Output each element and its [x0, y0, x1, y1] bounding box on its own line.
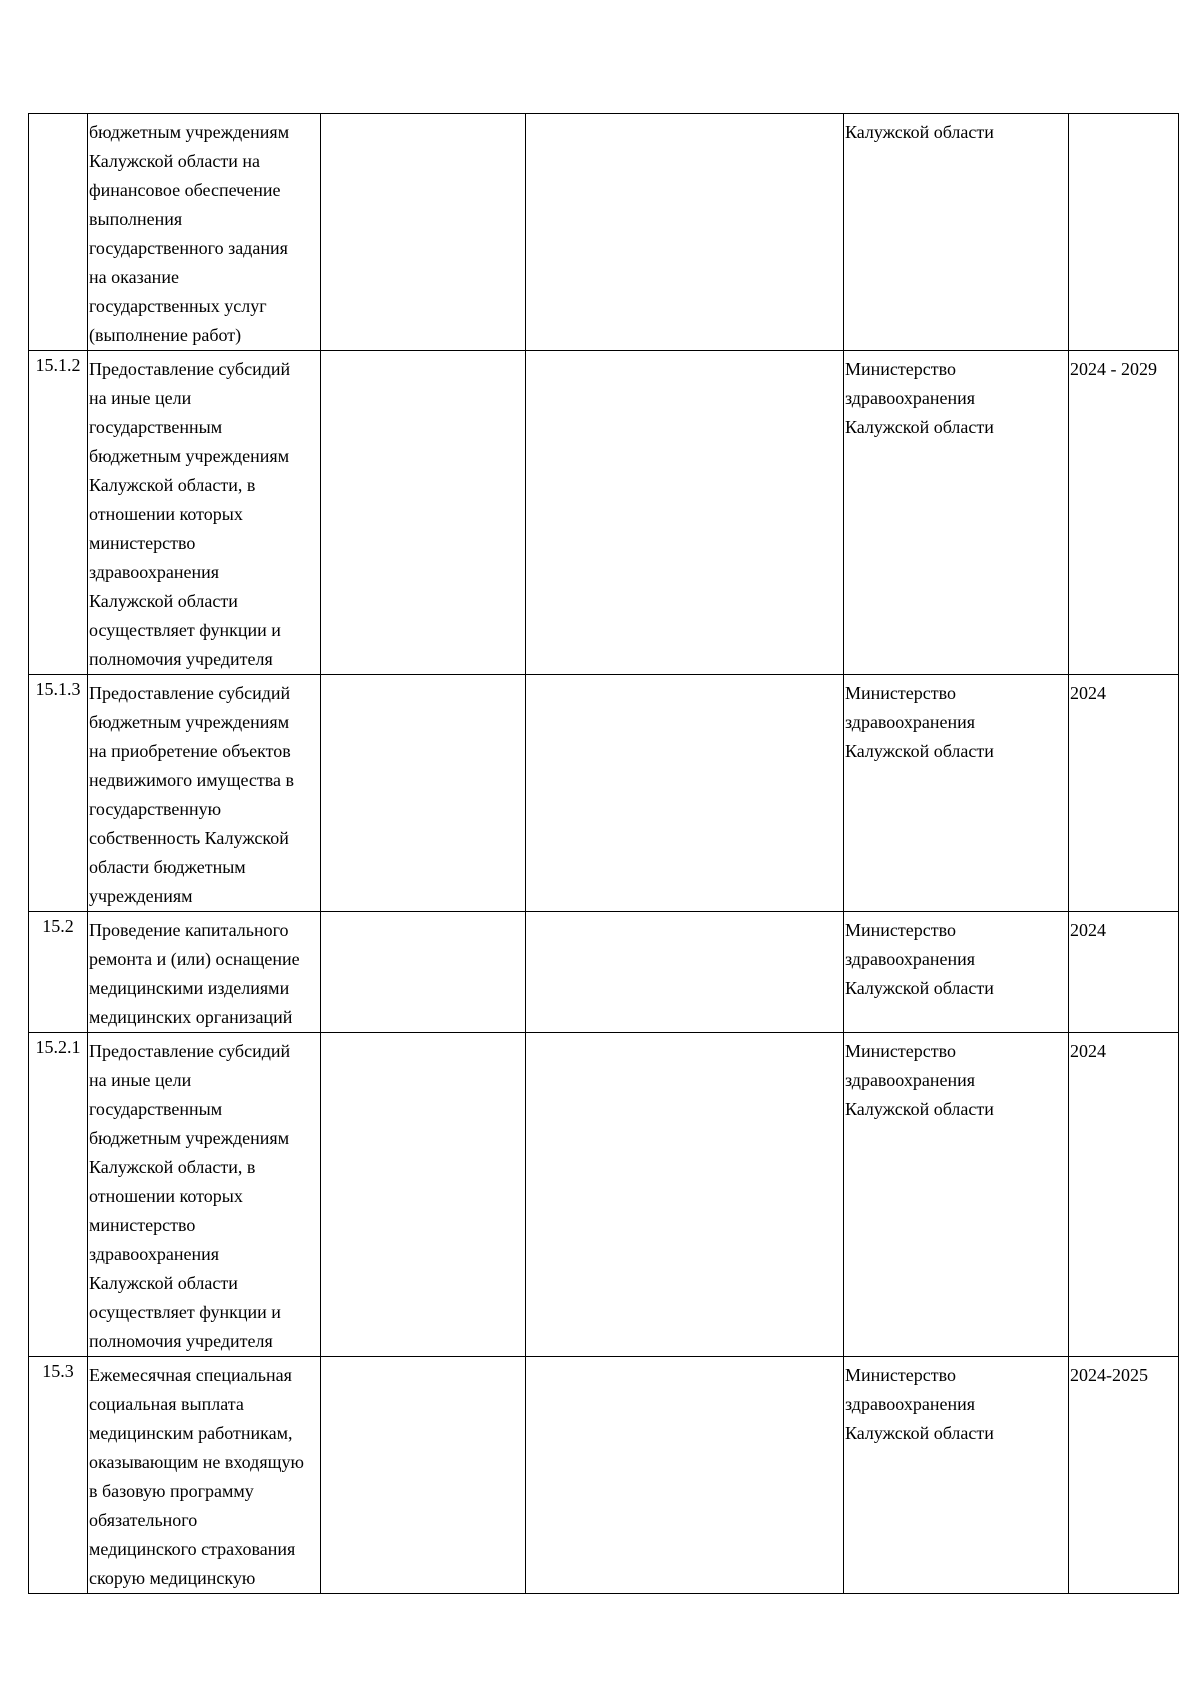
table-row	[29, 675, 1179, 912]
row-number-cell	[29, 1033, 88, 1357]
row-number: 15.1.3	[35, 679, 81, 699]
row-number: 15.1.2	[35, 355, 81, 375]
empty-cell-3	[321, 351, 526, 675]
empty-cell-3	[321, 675, 526, 912]
row-number-cell	[29, 1357, 88, 1594]
measure-name-cell: Проведение капитального ремонта и (или) оснащение медицинскими изделиями медицинских организаций	[88, 912, 321, 1033]
measure-name-cell: бюджетным учреждениям Калужской области на финансовое обеспечение выполнения государственного задания на оказание государственных услуг (выполнение работ)	[88, 114, 321, 351]
row-number: 15.3	[42, 1361, 74, 1381]
empty-cell-3	[321, 912, 526, 1033]
empty-cell-3	[321, 114, 526, 351]
responsible-cell: Министерство здравоохранения Калужской области	[844, 351, 1069, 675]
row-number: 15.2	[42, 916, 74, 936]
measures-table	[28, 113, 1179, 1594]
responsible-cell: Калужской области	[844, 114, 1069, 351]
row-number: 15.2.1	[35, 1037, 81, 1057]
table-row	[29, 912, 1179, 1033]
responsible-cell: Министерство здравоохранения Калужской области	[844, 1357, 1069, 1594]
empty-cell-4	[526, 1357, 844, 1594]
responsible-cell: Министерство здравоохранения Калужской области	[844, 1033, 1069, 1357]
empty-cell-3	[321, 1357, 526, 1594]
row-number-cell	[29, 912, 88, 1033]
term-cell: 2024	[1069, 912, 1179, 1033]
row-number-cell	[29, 114, 88, 351]
table-row	[29, 1357, 1179, 1594]
measure-name-cell: Предоставление субсидий бюджетным учреждениям на приобретение объектов недвижимого имущества в государственную собственность Калужской области бюджетным учреждениям	[88, 675, 321, 912]
measure-name-cell: Предоставление субсидий на иные цели государственным бюджетным учреждениям Калужской области, в отношении которых министерство здравоохранения Калужской области осуществляет функции и полномочия учредителя	[88, 1033, 321, 1357]
row-number-cell	[29, 351, 88, 675]
empty-cell-4	[526, 114, 844, 351]
responsible-cell: Министерство здравоохранения Калужской области	[844, 675, 1069, 912]
term-cell: 2024	[1069, 1033, 1179, 1357]
term-cell	[1069, 114, 1179, 351]
empty-cell-4	[526, 1033, 844, 1357]
empty-cell-3	[321, 1033, 526, 1357]
empty-cell-4	[526, 351, 844, 675]
table-row	[29, 114, 1179, 351]
empty-cell-4	[526, 912, 844, 1033]
table-row	[29, 351, 1179, 675]
term-cell: 2024 - 2029	[1069, 351, 1179, 675]
row-number-cell	[29, 675, 88, 912]
responsible-cell: Министерство здравоохранения Калужской области	[844, 912, 1069, 1033]
term-cell: 2024	[1069, 675, 1179, 912]
measure-name-cell: Предоставление субсидий на иные цели государственным бюджетным учреждениям Калужской области, в отношении которых министерство здравоохранения Калужской области осуществляет функции и полномочия учредителя	[88, 351, 321, 675]
term-cell: 2024-2025	[1069, 1357, 1179, 1594]
empty-cell-4	[526, 675, 844, 912]
measure-name-cell: Ежемесячная специальная социальная выплата медицинским работникам, оказывающим не входящую в базовую программу обязательного медицинского страхования скорую медицинскую	[88, 1357, 321, 1594]
table-row	[29, 1033, 1179, 1357]
